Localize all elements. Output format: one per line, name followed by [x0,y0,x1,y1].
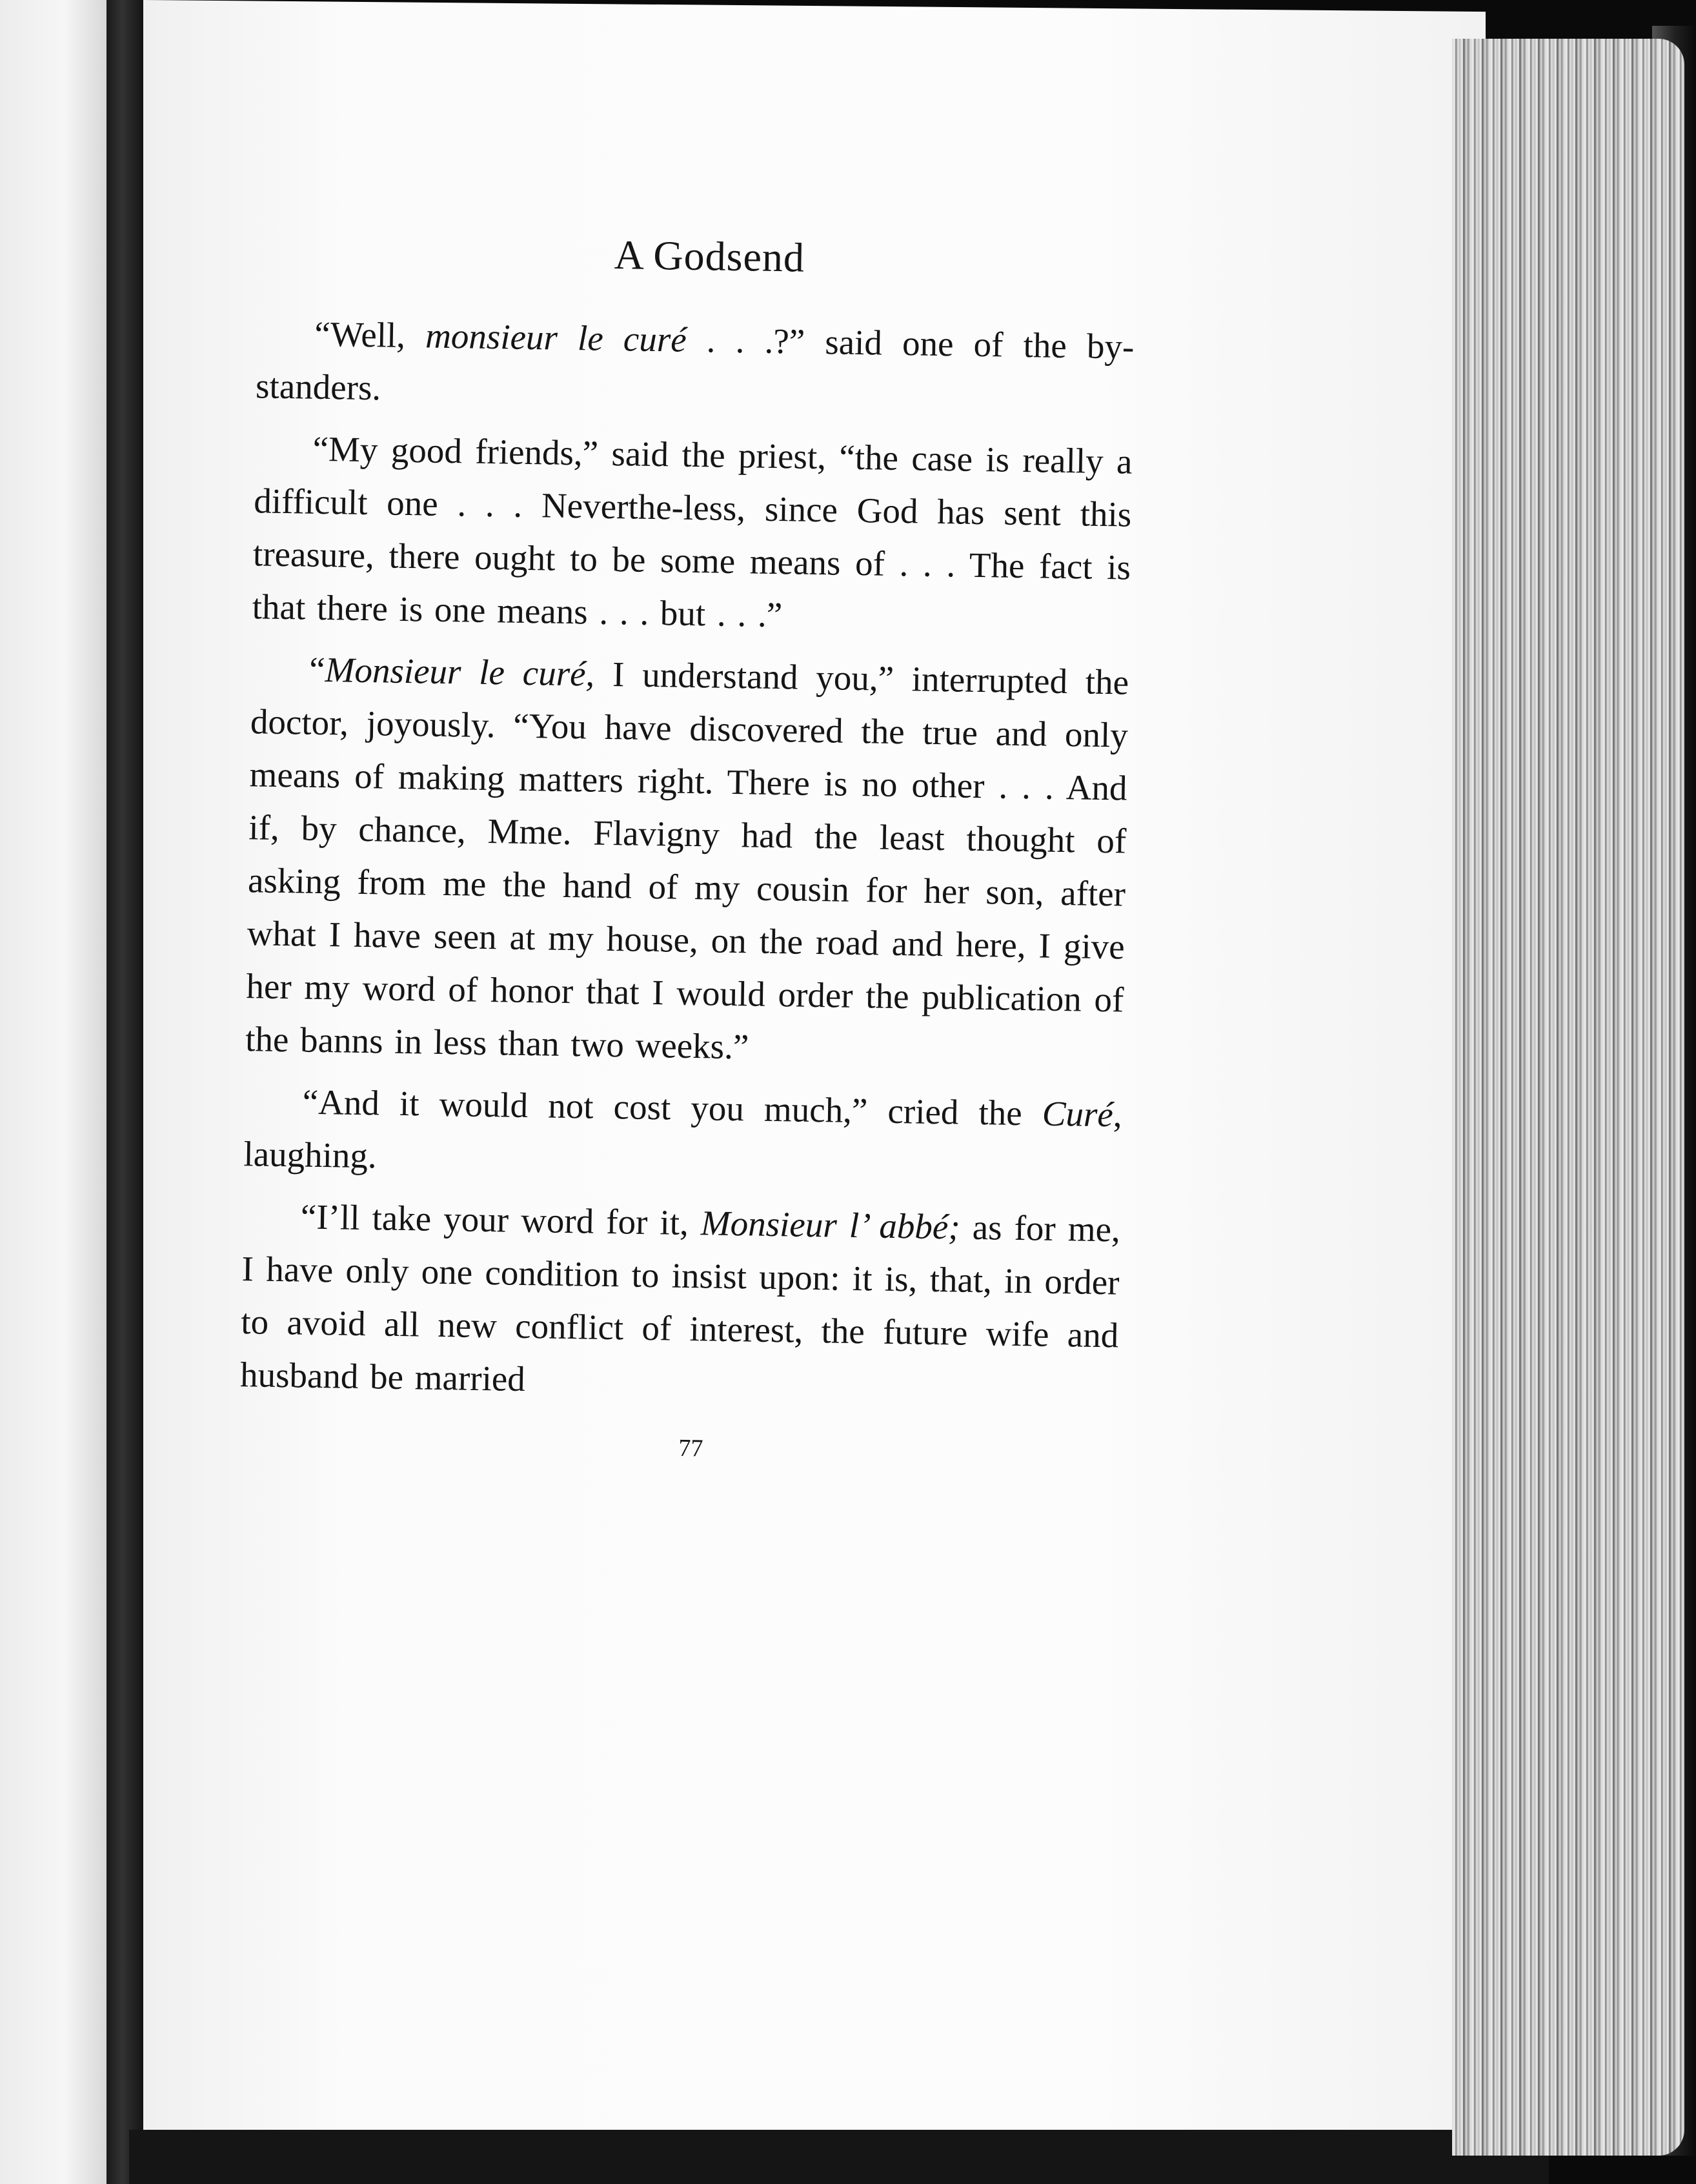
paragraph-4-segment-1: “And it would not cost you much,” cried the [302,1082,1043,1133]
paragraph-4-segment-2: Curé [1042,1093,1114,1135]
page-content [239,225,1136,1469]
book-gutter [106,0,145,2184]
paragraph-1-segment-2: monsieur le curé [425,316,687,359]
paragraph-4 [243,1075,1122,1194]
paragraph-2-segment-1: “My good friends,” said the priest, “the case is really a difficult one . . . Neverthe-less, since God has sent this treasure, there ought to be some means of . . . The fact is that there is one means . . . but . . .” [252,429,1133,635]
page-number: 77 [678,1434,703,1462]
paragraph-2 [252,421,1133,647]
paragraph-5-segment-3: as for me, I have only one condition to insist upon: it is, that, in order to avoid all new conflict of interest, the future wife and husband be married [239,1207,1121,1399]
paragraph-3-segment-3: I understand you,” interrupted the doctor, joyously. “You have discovered the true and only means of making matters right. There is no other . . . And if, by chance, Mme. Flavigny had the least thought of asking from me the hand of my cousin for her son, after what I have seen at my house, on the road and here, I give her my word of honor that I would order the publication of the banns in less than two weeks.” [245,654,1129,1067]
paragraph-1 [256,307,1135,426]
paragraph-3-segment-1: “ [308,649,326,690]
paragraph-3 [245,642,1129,1079]
page-bottom-shadow [129,2130,1549,2184]
paragraph-1-segment-3: . . .?” said one of the by-standers. [255,319,1135,408]
paragraph-5-segment-1: “I’ll take your word for it, [300,1197,702,1243]
paragraph-1-segment-1: “Well, [314,314,426,356]
paragraph-5 [239,1189,1120,1415]
paragraph-5-segment-2: Monsieur l’ abbé; [700,1203,961,1247]
running-head: A Godsend [614,231,805,281]
page-stack-edges [1452,39,1684,2156]
previous-page-edge [0,0,106,2184]
paragraph-3-segment-2: Monsieur le curé, [325,650,595,694]
paragraph-4-segment-3: , laughing. [243,1095,1123,1176]
